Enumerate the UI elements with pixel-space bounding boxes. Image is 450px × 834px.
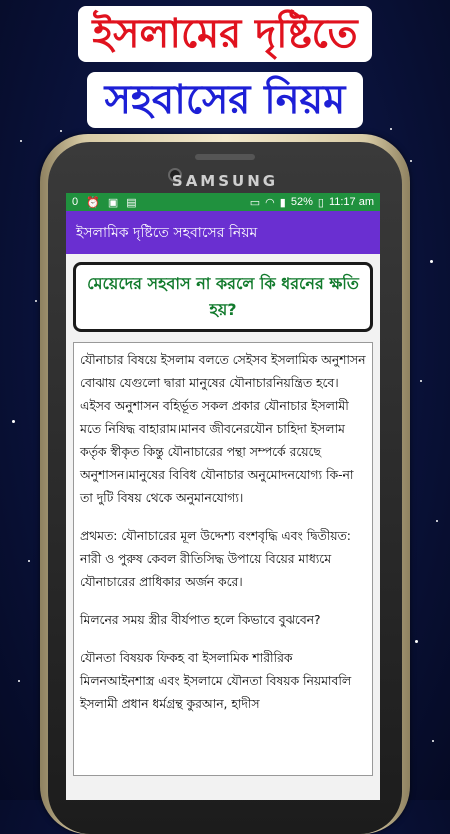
notification-count: 0 xyxy=(72,196,79,208)
article-body[interactable] xyxy=(73,342,373,776)
article-paragraph: প্রথমত: যৌনাচারের মূল উদ্দেশ্য বংশবৃদ্ধি এবং দ্বিতীয়ত: নারী ও পুরুষ কেবল রীতিসিদ্ধ উপায়ে বিয়ের মাধ্যমে যৌনাচারের প্রাধিকার অর্জন করে। xyxy=(80,529,351,589)
signal-icon: ▮ xyxy=(279,196,286,209)
question-heading: মেয়েদের সহবাস না করলে কি ধরনের ক্ষতি হয়? xyxy=(87,274,359,319)
battery-percent: 52% xyxy=(290,196,313,208)
title-line1-text: ইসলামের দৃষ্টিতে xyxy=(78,6,371,62)
wifi-icon: ◠ xyxy=(265,196,275,209)
image-icon: ▣ xyxy=(107,196,119,209)
phone-brand-label: SAMSUNG xyxy=(171,172,279,190)
app-bar xyxy=(66,211,380,254)
cast-icon: ▭ xyxy=(249,196,261,209)
article-paragraph: মিলনের সময় স্ত্রীর বীর্যপাত হলে কিভাবে বুঝবেন? xyxy=(80,613,321,627)
article-paragraph: যৌনাচার বিষয়ে ইসলাম বলতে সেইসব ইসলামিক অনুশাসন বোঝায় যেগুলো দ্বারা মানুষের যৌনাচারনিয়ন্ত্রিত হবে।এইসব অনুশাসন বহির্ভূত সকল প্রকার যৌনাচার ইসলামী মতে নিষিদ্ধ বাহারাম।মানব জীবনেরযৌন চাহিদা ইসলাম কর্তৃক স্বীকৃত কিন্তু যৌনাচারের পন্থা সম্পর্কে রয়েছে অনুশাসন।মানুষের বিবিধ যৌনাচার অনুমোদনযোগ্য কি-না তা দুটি বিষয় থেকে অনুমানযোগ্য। xyxy=(80,353,366,505)
article-paragraph: যৌনতা বিষয়ক ফিকহ বা ইসলামিক শারীরিক মিলনআইনশাস্ত্র এবং ইসলামে যৌনতা বিষয়ক নিয়মাবলি ইসলামী প্রধান ধর্মগ্রন্থ কুরআন, হাদীস xyxy=(80,651,352,711)
battery-icon: ▯ xyxy=(317,196,324,209)
status-bar xyxy=(66,193,380,211)
gallery-icon: ▤ xyxy=(126,196,137,209)
question-heading-box xyxy=(73,262,373,332)
content-area[interactable] xyxy=(66,254,380,800)
title-banner-line1 xyxy=(0,6,450,62)
clock: 11:17 am xyxy=(328,196,374,208)
title-banner-line2 xyxy=(0,72,450,128)
app-bar-title: ইসলামিক দৃষ্টিতে সহবাসের নিয়ম xyxy=(76,224,258,241)
speaker-grille xyxy=(195,154,255,160)
title-line2-text: সহবাসের নিয়ম xyxy=(87,72,364,128)
phone-screen xyxy=(66,193,380,800)
alarm-icon: ⏰ xyxy=(86,196,100,209)
